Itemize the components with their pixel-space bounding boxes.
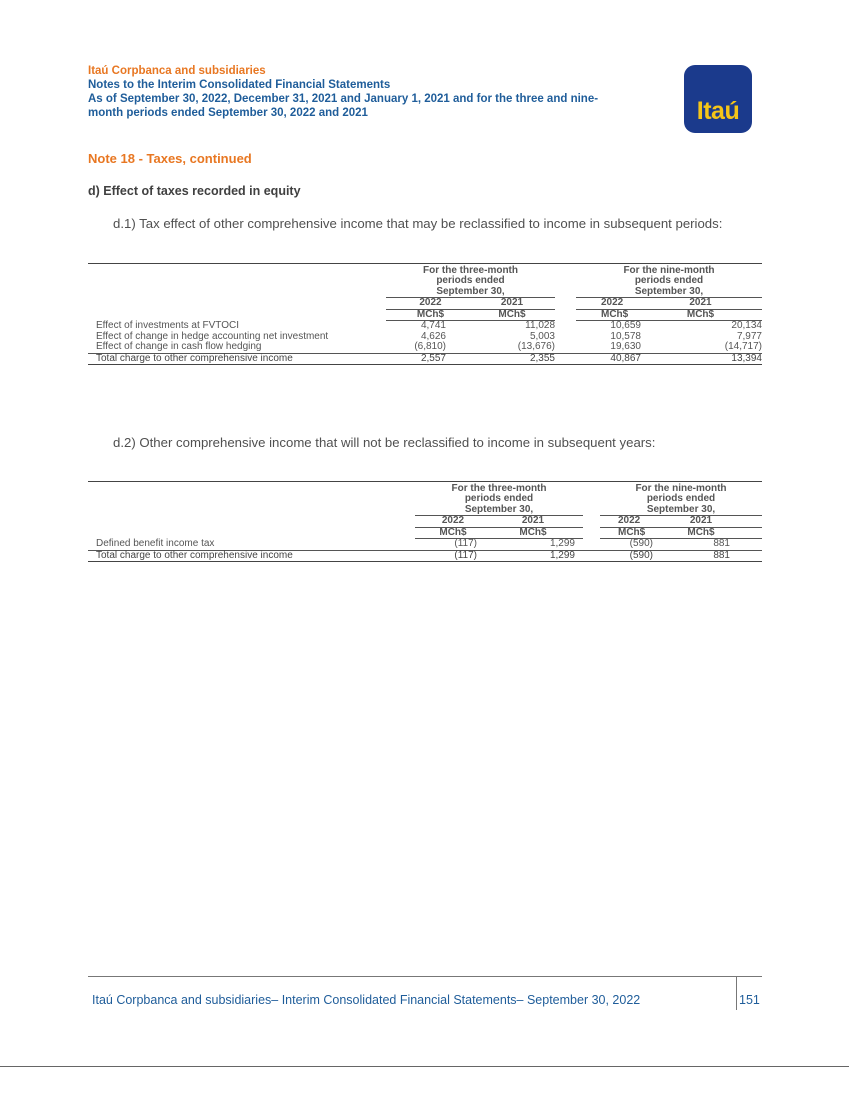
table2-unit-col1: MCh$ — [415, 527, 491, 539]
cell-value: (117) — [454, 538, 477, 549]
cell-value: 10,578 — [610, 330, 641, 342]
cell-value: 4,626 — [420, 330, 446, 342]
table2-unit-col4: MCh$ — [670, 527, 762, 539]
total-value: (117) — [415, 550, 491, 562]
cell-value: (13,676) — [517, 341, 555, 352]
table1-unit-col3: MCh$ — [576, 309, 669, 321]
table2-group1-line1: For the three-month — [451, 482, 547, 494]
total-value: (590) — [600, 550, 670, 562]
table1-group1-line1: For the three-month — [423, 264, 518, 276]
cell-value: (6,810) — [414, 341, 446, 352]
header-line-1: Notes to the Interim Consolidated Financial Statements — [88, 79, 391, 91]
table1-group1-line3: September 30, — [436, 285, 505, 297]
total-label: Total charge to other comprehensive income — [88, 550, 415, 562]
footer-divider — [88, 976, 762, 977]
row-label: Defined benefit income tax — [96, 537, 215, 549]
cell-value: 4,741 — [420, 320, 446, 331]
header-line-2: As of September 30, 2022, December 31, 2021 and January 1, 2021 and for the three and nine- — [88, 93, 599, 105]
table2-group2-line3: September 30, — [646, 503, 716, 515]
table-row — [88, 342, 762, 353]
table2-year-col4: 2021 — [670, 516, 762, 528]
section-title: d) Effect of taxes recorded in equity — [88, 184, 301, 198]
table1-group-nine-month — [576, 266, 762, 298]
table2-group1-line2: periods ended — [464, 493, 534, 504]
table1 — [88, 263, 762, 365]
footer-separator — [736, 977, 737, 1010]
table1-year-col2: 2021 — [475, 298, 555, 310]
table-row — [88, 539, 762, 551]
total-value: 2,355 — [475, 353, 555, 365]
table2-group2-line2: periods ended — [646, 493, 716, 504]
table1-unit-col4: MCh$ — [669, 309, 762, 321]
table-total-row — [88, 550, 762, 562]
table2 — [88, 481, 762, 562]
header-line-3: month periods ended September 30, 2022 and 2021 — [88, 107, 368, 119]
table1-year-col4: 2021 — [669, 298, 762, 310]
row-label: Effect of investments at FVTOCI — [96, 319, 240, 331]
total-label: Total charge to other comprehensive income — [88, 353, 386, 365]
cell-value: 11,028 — [525, 320, 555, 331]
table2-year-col3: 2022 — [600, 516, 670, 528]
table1-group2-line2: periods ended — [634, 275, 704, 286]
company-name: Itaú Corpbanca and subsidiaries — [88, 65, 266, 77]
logo-text: Itaú — [696, 97, 740, 125]
table2-year-col2: 2021 — [491, 516, 583, 528]
table-total-row — [88, 353, 762, 365]
table2-group1-line3: September 30, — [464, 503, 534, 515]
cell-value: 10,659 — [610, 320, 641, 331]
cell-value: 19,630 — [610, 341, 641, 352]
table2-year-col1: 2022 — [415, 516, 491, 528]
row-label: Effect of change in cash flow hedging — [96, 341, 262, 352]
table2-group-three-month — [415, 484, 583, 516]
footer-text: Itaú Corpbanca and subsidiaries– Interim Consolidated Financial Statements– September 30, 2022 — [92, 993, 641, 1007]
cell-value: 7,977 — [736, 330, 762, 342]
table2-unit-col3: MCh$ — [600, 527, 670, 539]
page-bottom-rule — [0, 1066, 849, 1067]
page-header — [88, 64, 668, 120]
cell-value: 881 — [713, 538, 730, 549]
total-value: 881 — [670, 550, 762, 562]
table1-group-three-month — [386, 266, 555, 298]
table1-year-col3: 2022 — [576, 298, 669, 310]
cell-value: 1,299 — [549, 538, 575, 549]
table-row — [88, 321, 762, 332]
row-label: Effect of change in hedge accounting net investment — [96, 330, 329, 342]
table1-group1-line2: periods ended — [436, 275, 505, 286]
total-value: 1,299 — [491, 550, 583, 562]
table2-subtitle: d.2) Other comprehensive income that will not be reclassified to income in subsequent years: — [113, 435, 656, 450]
total-value: 40,867 — [576, 353, 669, 365]
cell-value: 20,134 — [731, 320, 762, 331]
cell-value: 5,003 — [529, 330, 555, 342]
itau-logo — [684, 65, 752, 133]
cell-value: (14,717) — [724, 341, 762, 352]
table2-group2-line1: For the nine-month — [635, 482, 727, 494]
page-number: 151 — [739, 993, 760, 1007]
table1-year-col1: 2022 — [386, 298, 475, 310]
table2-unit-col2: MCh$ — [491, 527, 583, 539]
table1-group2-line1: For the nine-month — [623, 264, 715, 276]
cell-value: (590) — [629, 538, 653, 549]
table1-group2-line3: September 30, — [634, 285, 704, 297]
total-value: 13,394 — [669, 353, 762, 365]
total-value: 2,557 — [386, 353, 475, 365]
table1-unit-col1: MCh$ — [386, 309, 475, 321]
table1-subtitle: d.1) Tax effect of other comprehensive income that may be reclassified to income in subsequent periods: — [113, 216, 723, 231]
table2-group-nine-month — [600, 484, 762, 516]
table1-unit-col2: MCh$ — [475, 309, 555, 321]
note-title: Note 18 - Taxes, continued — [88, 151, 252, 166]
